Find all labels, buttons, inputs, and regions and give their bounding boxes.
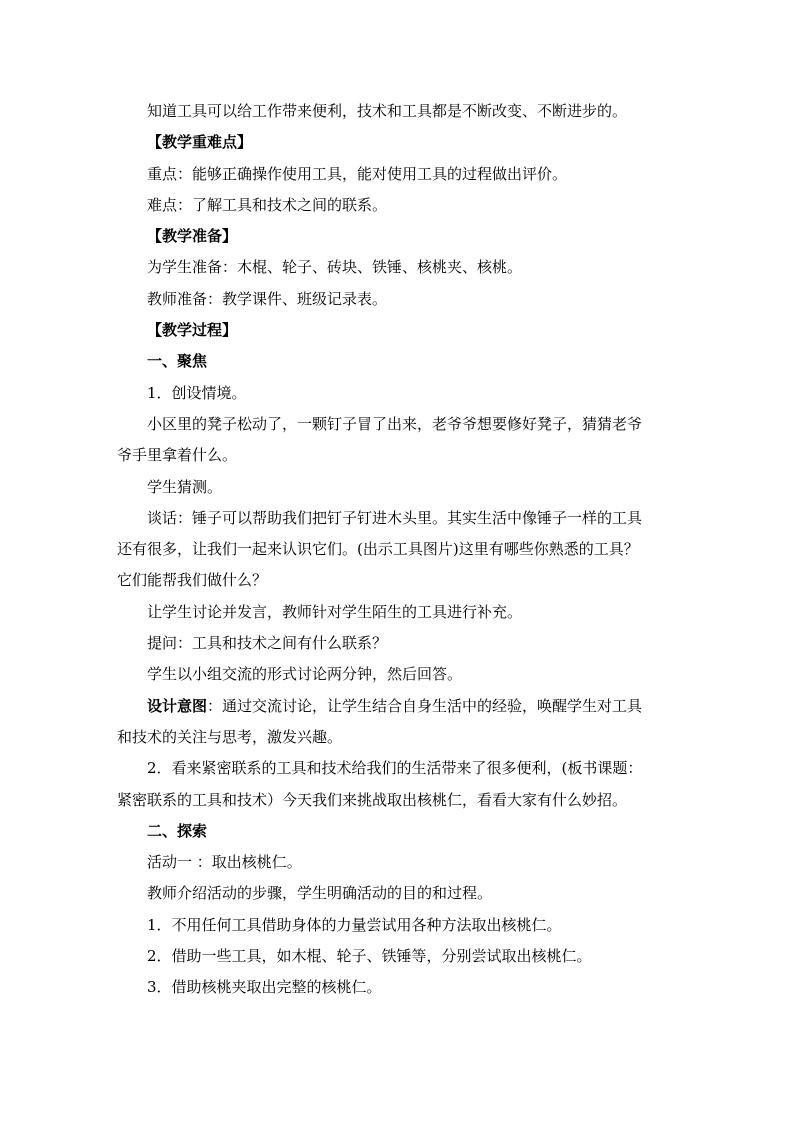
heading-difficulty: 【教学重难点】 xyxy=(147,133,253,152)
intro-paragraph: 知道工具可以给工作带来便利，技术和工具都是不断改变、不断进步的。 xyxy=(147,102,628,120)
scenario-line-2: 爷手里拿着什么。 xyxy=(117,446,238,465)
design-intent-text: ：通过交流讨论，让学生结合自身生活中的经验，唤醒学生对工具 xyxy=(207,696,643,715)
design-intent-line-1 xyxy=(117,691,677,722)
prep-students: 为学生准备：木棍、轮子、砖块、铁锤、核桃夹、核桃。 xyxy=(147,258,523,277)
activity-step-1: 1．不用任何工具借助身体的力量尝试用各种方法取出核桃仁。 xyxy=(147,915,562,934)
lesson-plan-page xyxy=(117,96,677,1004)
design-intent-label: 设计意图 xyxy=(147,696,208,715)
section-focus: 一、聚焦 xyxy=(147,352,208,371)
key-point: 重点：能够正确操作使用工具，能对使用工具的过程做出评价。 xyxy=(147,164,568,183)
activity-intro: 教师介绍活动的步骤，学生明确活动的目的和过程。 xyxy=(147,884,493,903)
discussion: 让学生讨论并发言，教师针对学生陌生的工具进行补充。 xyxy=(147,602,523,621)
design-intent-line-2: 和技术的关注与思考，激发兴趣。 xyxy=(117,727,343,746)
step-2-line-2: 紧密联系的工具和技术）今天我们来挑战取出核桃仁，看看大家有什么妙招。 xyxy=(117,790,628,809)
talk-line-1: 谈话：锤子可以帮助我们把钉子钉进木头里。其实生活中像锤子一样的工具 xyxy=(147,508,643,527)
difficult-point: 难点：了解工具和技术之间的联系。 xyxy=(147,195,388,214)
activity-step-3: 3．借助核桃夹取出完整的核桃仁。 xyxy=(147,978,382,997)
step-1: 1．创设情境。 xyxy=(147,383,247,402)
activity-step-2: 2．借助一些工具，如木棍、轮子、铁锤等，分别尝试取出核桃仁。 xyxy=(147,947,592,966)
scenario-line-1: 小区里的凳子松动了，一颗钉子冒了出来，老爷爷想要修好凳子，猜猜老爷 xyxy=(147,414,643,433)
group-discussion: 学生以小组交流的形式讨论两分钟，然后回答。 xyxy=(147,665,463,684)
student-guess: 学生猜测。 xyxy=(147,477,223,496)
talk-line-3: 它们能帮我们做什么？ xyxy=(117,571,268,590)
activity-1-title: 活动一 ：取出核桃仁。 xyxy=(147,853,302,872)
prep-teacher: 教师准备：教学课件、班级记录表。 xyxy=(147,289,388,308)
heading-preparation: 【教学准备】 xyxy=(147,227,238,246)
talk-line-2: 还有很多，让我们一起来认识它们。(出示工具图片)这里有哪些你熟悉的工具？ xyxy=(117,540,639,559)
section-explore: 二、探索 xyxy=(147,821,208,840)
step-2-line-1: 2．看来紧密联系的工具和技术给我们的生活带来了很多便利，(板书课题： xyxy=(147,759,643,778)
heading-process: 【教学过程】 xyxy=(147,321,238,340)
question: 提问：工具和技术之间有什么联系？ xyxy=(147,634,388,653)
